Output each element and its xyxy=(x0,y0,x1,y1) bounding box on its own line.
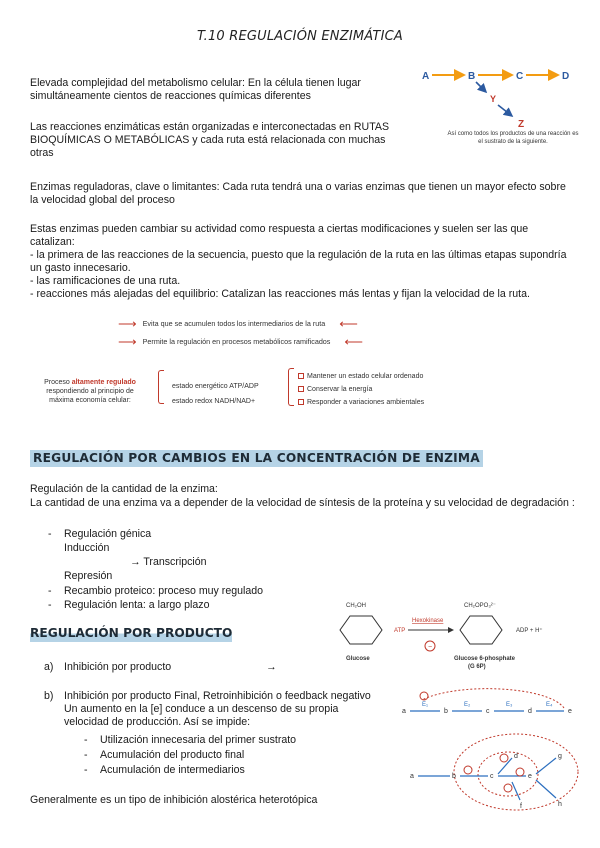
node-g: g xyxy=(558,753,562,760)
intro-line: - reacciones más alejadas del equilibrio: Catalizan las reacciones más lentas y fijan la velocidad de la ruta. xyxy=(30,288,530,300)
intro-paragraph-2: Las reacciones enzimáticas están organizadas e interconectadas en RUTAS BIOQUÍMICAS O METABÓLICAS y cada ruta está relacionada con muchas otras xyxy=(30,121,390,159)
process-right xyxy=(298,372,424,407)
intro-paragraph-3: Enzimas reguladoras, clave o limitantes: Cada ruta tendrá una o varias enzimas que tienen un mayor efecto sobre la velocidad global del proceso xyxy=(30,181,566,206)
section-heading-product xyxy=(30,627,232,640)
list-item: Inducción xyxy=(64,542,110,554)
section-heading-enzyme-concentration: REGULACIÓN POR CAMBIOS EN LA CONCENTRACIÓN DE ENZIMA xyxy=(30,450,483,467)
left-arrow-icon: ⟵ xyxy=(339,315,358,331)
atp-label: ATP xyxy=(394,628,406,634)
list-item: Regulación lenta: a largo plazo xyxy=(64,599,210,611)
node-d: D xyxy=(562,71,570,82)
arrow-note-1 xyxy=(118,317,358,330)
feedback-linear-diagram xyxy=(398,684,582,724)
edge-d-f xyxy=(512,782,520,800)
node-c: c xyxy=(486,708,490,715)
node-y: Y xyxy=(490,94,497,104)
process-box xyxy=(30,368,470,408)
process-right-item: Mantener un estado celular ordenado xyxy=(307,373,424,380)
node-a: a xyxy=(410,773,414,780)
enzyme-3: E₃ xyxy=(506,702,513,708)
products-label: ADP + H⁺ xyxy=(516,628,543,634)
route-caption: Así como todos los productos de una reacción es el sustrato de la siguiente. xyxy=(447,131,579,145)
section1-line1: Regulación de la cantidad de la enzima: xyxy=(30,483,218,495)
process-right-item: Conservar la energía xyxy=(307,386,373,393)
item-b-text xyxy=(64,690,394,729)
process-left xyxy=(30,378,150,405)
node-c: c xyxy=(490,773,494,780)
reaction-arrowhead xyxy=(448,627,454,633)
node-b: b xyxy=(444,708,448,715)
node-z: Z xyxy=(518,119,525,130)
left-brace xyxy=(158,370,164,404)
section1-line2: La cantidad de una enzima va a depender de la velocidad de síntesis de la proteína y su velocidad de degradación : xyxy=(30,497,575,509)
arrow-note-text: Evita que se acumulen todos los intermediarios de la ruta xyxy=(142,319,326,328)
arrow-note-2 xyxy=(118,335,363,348)
node-b: b xyxy=(452,773,456,780)
feedback-branched-svg xyxy=(408,728,582,814)
process-middle-item: estado redox NADH/NAD+ xyxy=(172,398,256,405)
process-line: máxima economía celular: xyxy=(49,397,131,404)
node-c: C xyxy=(516,71,524,82)
item-b-label: b) xyxy=(44,690,54,702)
arrow-note-text: Permite la regulación en procesos metabólicos ramificados xyxy=(142,337,331,346)
item-a-text: Inhibición por producto xyxy=(64,661,172,673)
node-d: d xyxy=(514,753,518,760)
item-a-arrow: → xyxy=(266,661,277,673)
node-f: f xyxy=(520,803,522,810)
node-e: e xyxy=(528,773,532,780)
arrow-b-y xyxy=(476,82,486,92)
list-dash: - xyxy=(48,585,52,597)
feedback-arc xyxy=(422,689,564,708)
right-arrow-icon: ⟶ xyxy=(118,333,137,349)
g6p-ring xyxy=(460,616,502,644)
left-arrow-icon: ⟵ xyxy=(344,333,364,349)
inhibition-minus: − xyxy=(428,644,433,651)
intro-paragraph-4 xyxy=(30,223,575,301)
arrow-y-z xyxy=(498,105,512,116)
node-a: A xyxy=(422,71,430,82)
intro-line: Estas enzimas pueden cambiar su actividad como respuesta a ciertas modificaciones y suelen ser las que catalizan: xyxy=(30,223,529,248)
item-b-line: Inhibición por producto Final, Retroinhibición o feedback negativo xyxy=(64,690,371,702)
edge-e-h xyxy=(536,780,556,798)
hexokinase-diagram xyxy=(332,598,582,680)
process-prefix: Proceso xyxy=(44,379,72,386)
list-dash: - xyxy=(84,734,88,746)
inhibit-symbol-icon xyxy=(516,768,524,776)
process-highlight: altamente regulado xyxy=(71,379,136,386)
enzyme-4: E₄ xyxy=(546,702,553,708)
list-dash: - xyxy=(48,528,52,540)
enzyme-1: E₁ xyxy=(422,702,429,708)
process-line: respondiendo al principio de xyxy=(46,388,134,395)
checkbox-icon xyxy=(298,386,304,392)
edge-e-g xyxy=(536,758,556,774)
node-b: B xyxy=(468,71,476,82)
hexokinase-label: Hexokinase xyxy=(412,618,444,624)
inhibit-symbol-icon xyxy=(500,754,508,762)
glucose-ring xyxy=(340,616,382,644)
list-item: → Transcripción xyxy=(130,556,207,568)
intro-line: - las ramificaciones de una ruta. xyxy=(30,275,181,287)
list-dash: - xyxy=(84,749,88,761)
process-middle xyxy=(172,382,259,406)
process-right-item: Responder a variaciones ambientales xyxy=(307,399,425,406)
g6p-label: Glucose 6-phosphate xyxy=(454,656,516,662)
list-item: Utilización innecesaria del primer sustrato xyxy=(100,734,297,746)
item-a-label: a) xyxy=(44,661,54,673)
closing-line: Generalmente es un tipo de inhibición alostérica heterotópica xyxy=(30,794,318,806)
list-item: Recambio proteico: proceso muy regulado xyxy=(64,585,264,597)
g6p-group: CH₂OPO₃²⁻ xyxy=(464,603,496,609)
section-heading-text: REGULACIÓN POR PRODUCTO xyxy=(30,626,233,640)
node-h: h xyxy=(558,801,562,808)
intro-line: - la primera de las reacciones de la secuencia, puesto que la regulación de la ruta en las últimas etapas supondría un gasto innecesario. xyxy=(30,249,567,274)
node-e: e xyxy=(568,708,572,715)
process-middle-item: estado energético ATP/ADP xyxy=(172,383,259,390)
right-brace xyxy=(288,368,294,406)
feedback-branched-diagram xyxy=(408,728,582,814)
list-dash: - xyxy=(84,764,88,776)
node-a: a xyxy=(402,708,406,715)
list-item: Acumulación del producto final xyxy=(100,749,245,761)
list-item: Acumulación de intermediarios xyxy=(100,764,245,776)
glucose-label: Glucose xyxy=(346,656,370,662)
item-b-line: Un aumento en la [e] conduce a un descenso de su propia velocidad de producción. Así se impide: xyxy=(64,703,339,728)
checkbox-icon xyxy=(298,373,304,379)
list-dash: - xyxy=(48,599,52,611)
hexokinase-svg xyxy=(332,598,582,680)
edge-c-d xyxy=(498,758,512,774)
page-title: T.10 REGULACIÓN ENZIMÁTICA xyxy=(197,29,403,44)
route-diagram xyxy=(420,66,580,156)
inhibit-symbol-icon xyxy=(504,784,512,792)
g6p-sub: (G 6P) xyxy=(468,664,486,670)
list-item: Represión xyxy=(64,570,113,582)
checkbox-icon xyxy=(298,399,304,405)
inhibit-symbol-icon xyxy=(464,766,472,774)
list-item: Regulación génica xyxy=(64,528,152,540)
glucose-group: CH₂OH xyxy=(346,603,366,609)
enzyme-2: E₂ xyxy=(464,702,471,708)
right-arrow-icon: ⟶ xyxy=(118,315,137,331)
intro-paragraph-1: Elevada complejidad del metabolismo celular: En la célula tienen lugar simultáneamente cientos de reacciones químicas diferentes xyxy=(30,77,361,102)
feedback-linear-svg xyxy=(398,684,582,724)
node-d: d xyxy=(528,708,532,715)
